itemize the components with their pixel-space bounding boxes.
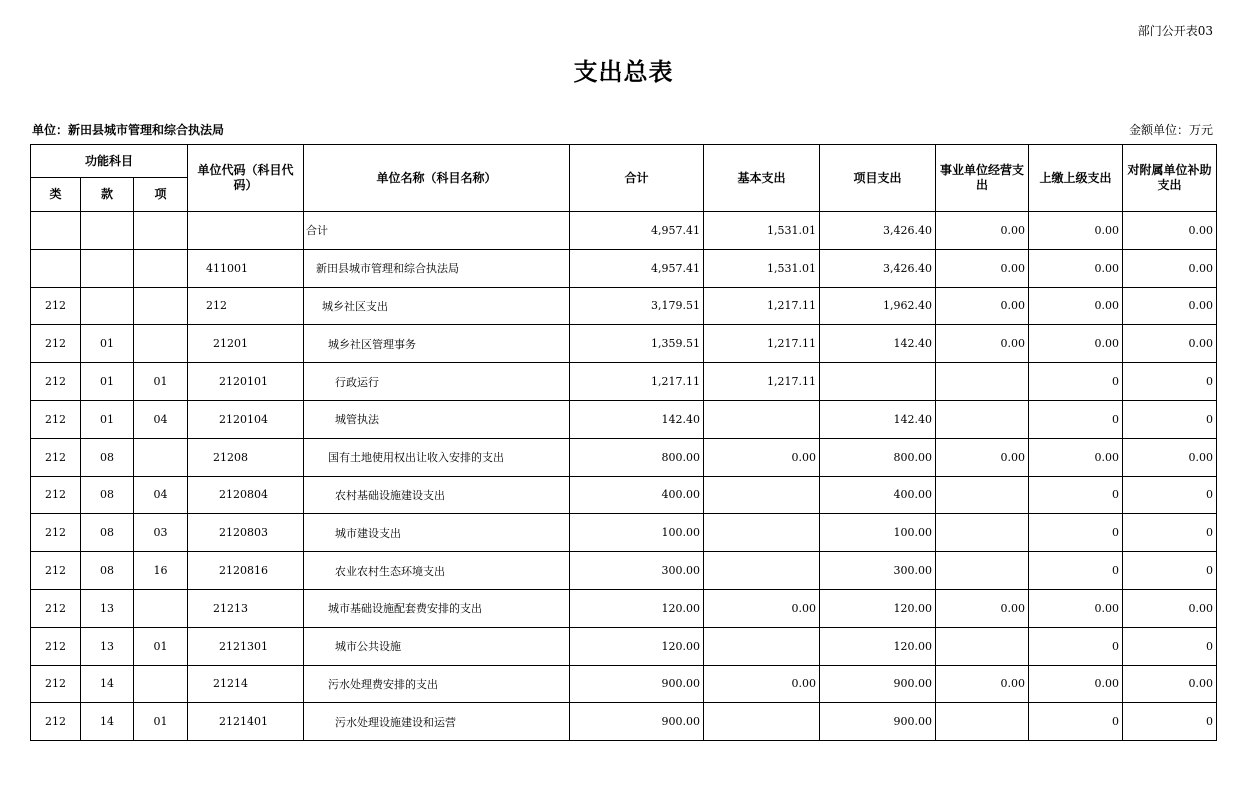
cell-name: 国有土地使用权出让收入安排的支出 <box>304 438 570 476</box>
cell-basic: 1,217.11 <box>704 287 820 325</box>
header-basic: 基本支出 <box>704 145 820 212</box>
cell-subsidy: 0.00 <box>1123 325 1217 363</box>
cell-name: 城管执法 <box>304 400 570 438</box>
cell-subsidy: 0 <box>1123 476 1217 514</box>
cell-xiang <box>134 212 188 250</box>
table-row <box>31 249 1217 287</box>
cell-code: 2121401 <box>188 703 304 741</box>
cell-project: 142.40 <box>820 400 936 438</box>
cell-upper: 0.00 <box>1029 438 1123 476</box>
table-row <box>31 400 1217 438</box>
cell-xiang <box>134 438 188 476</box>
cell-subsidy: 0.00 <box>1123 249 1217 287</box>
table-row <box>31 325 1217 363</box>
cell-total: 4,957.41 <box>570 212 704 250</box>
table-row <box>31 665 1217 703</box>
cell-project: 3,426.40 <box>820 249 936 287</box>
cell-lei: 212 <box>31 325 81 363</box>
header-unit-code: 单位代码（科目代码） <box>188 145 304 212</box>
cell-subsidy: 0.00 <box>1123 665 1217 703</box>
cell-code: 2121301 <box>188 627 304 665</box>
cell-subsidy: 0.00 <box>1123 212 1217 250</box>
cell-total: 300.00 <box>570 552 704 590</box>
cell-subsidy: 0 <box>1123 627 1217 665</box>
header-kuan: 款 <box>81 178 134 212</box>
cell-subsidy: 0.00 <box>1123 589 1217 627</box>
cell-upper: 0.00 <box>1029 589 1123 627</box>
cell-code: 21201 <box>188 325 304 363</box>
cell-code: 2120104 <box>188 400 304 438</box>
cell-business <box>936 400 1029 438</box>
cell-name: 城市公共设施 <box>304 627 570 665</box>
cell-code: 2120101 <box>188 363 304 401</box>
table-row <box>31 438 1217 476</box>
cell-project: 1,962.40 <box>820 287 936 325</box>
cell-subsidy: 0 <box>1123 703 1217 741</box>
cell-xiang: 04 <box>134 400 188 438</box>
cell-basic <box>704 514 820 552</box>
cell-name: 合计 <box>304 212 570 250</box>
cell-kuan: 01 <box>81 400 134 438</box>
cell-project: 3,426.40 <box>820 212 936 250</box>
cell-lei: 212 <box>31 438 81 476</box>
cell-kuan: 01 <box>81 363 134 401</box>
form-code: 部门公开表03 <box>1137 24 1213 38</box>
cell-basic <box>704 400 820 438</box>
cell-code: 21214 <box>188 665 304 703</box>
cell-basic: 1,217.11 <box>704 363 820 401</box>
cell-business: 0.00 <box>936 665 1029 703</box>
cell-xiang <box>134 589 188 627</box>
cell-lei: 212 <box>31 552 81 590</box>
unit-line: 单位：新田县城市管理和综合执法局 <box>32 123 225 137</box>
cell-project: 300.00 <box>820 552 936 590</box>
cell-basic <box>704 703 820 741</box>
cell-upper: 0 <box>1029 552 1123 590</box>
table-row <box>31 552 1217 590</box>
cell-basic <box>704 627 820 665</box>
cell-business: 0.00 <box>936 212 1029 250</box>
cell-upper: 0 <box>1029 703 1123 741</box>
cell-subsidy: 0.00 <box>1123 438 1217 476</box>
cell-basic: 1,531.01 <box>704 249 820 287</box>
cell-upper: 0 <box>1029 476 1123 514</box>
cell-code: 2120816 <box>188 552 304 590</box>
cell-total: 3,179.51 <box>570 287 704 325</box>
cell-basic <box>704 552 820 590</box>
header-unit-name: 单位名称（科目名称） <box>304 145 570 212</box>
header-upper: 上缴上级支出 <box>1029 145 1123 212</box>
cell-basic: 0.00 <box>704 589 820 627</box>
header-total: 合计 <box>570 145 704 212</box>
page-title: 支出总表 <box>573 57 674 86</box>
cell-name: 污水处理费安排的支出 <box>304 665 570 703</box>
cell-project: 100.00 <box>820 514 936 552</box>
cell-xiang: 01 <box>134 363 188 401</box>
cell-upper: 0.00 <box>1029 325 1123 363</box>
cell-xiang: 16 <box>134 552 188 590</box>
cell-basic: 0.00 <box>704 665 820 703</box>
cell-lei: 212 <box>31 589 81 627</box>
cell-name: 城乡社区支出 <box>304 287 570 325</box>
cell-name: 城市基础设施配套费安排的支出 <box>304 589 570 627</box>
cell-total: 120.00 <box>570 627 704 665</box>
cell-basic: 0.00 <box>704 438 820 476</box>
cell-code: 2120803 <box>188 514 304 552</box>
cell-upper: 0.00 <box>1029 665 1123 703</box>
cell-business: 0.00 <box>936 287 1029 325</box>
cell-xiang: 03 <box>134 514 188 552</box>
cell-upper: 0.00 <box>1029 287 1123 325</box>
cell-name: 农村基础设施建设支出 <box>304 476 570 514</box>
cell-lei: 212 <box>31 287 81 325</box>
cell-lei <box>31 249 81 287</box>
cell-basic: 1,217.11 <box>704 325 820 363</box>
cell-total: 1,359.51 <box>570 325 704 363</box>
cell-business <box>936 627 1029 665</box>
cell-business: 0.00 <box>936 438 1029 476</box>
header-func-subject: 功能科目 <box>31 145 188 178</box>
cell-business <box>936 703 1029 741</box>
cell-lei: 212 <box>31 627 81 665</box>
cell-xiang: 01 <box>134 627 188 665</box>
cell-upper: 0 <box>1029 363 1123 401</box>
cell-code <box>188 212 304 250</box>
header-lei: 类 <box>31 178 81 212</box>
cell-name: 新田县城市管理和综合执法局 <box>304 249 570 287</box>
amount-unit: 金额单位：万元 <box>1128 123 1213 137</box>
cell-total: 100.00 <box>570 514 704 552</box>
cell-kuan: 08 <box>81 514 134 552</box>
cell-subsidy: 0 <box>1123 400 1217 438</box>
cell-total: 1,217.11 <box>570 363 704 401</box>
cell-upper: 0 <box>1029 514 1123 552</box>
cell-upper: 0 <box>1029 627 1123 665</box>
cell-lei: 212 <box>31 400 81 438</box>
cell-kuan <box>81 249 134 287</box>
table-row <box>31 514 1217 552</box>
cell-xiang <box>134 287 188 325</box>
cell-lei <box>31 212 81 250</box>
table-row <box>31 703 1217 741</box>
cell-project: 120.00 <box>820 627 936 665</box>
cell-code: 212 <box>188 287 304 325</box>
expense-table <box>30 144 1217 741</box>
cell-name: 农业农村生态环境支出 <box>304 552 570 590</box>
cell-xiang: 01 <box>134 703 188 741</box>
cell-subsidy: 0 <box>1123 363 1217 401</box>
cell-name: 污水处理设施建设和运营 <box>304 703 570 741</box>
header-business: 事业单位经营支出 <box>936 145 1029 212</box>
cell-code: 411001 <box>188 249 304 287</box>
cell-business <box>936 476 1029 514</box>
cell-kuan <box>81 287 134 325</box>
cell-upper: 0.00 <box>1029 212 1123 250</box>
cell-xiang <box>134 665 188 703</box>
cell-lei: 212 <box>31 514 81 552</box>
cell-business <box>936 552 1029 590</box>
table-row <box>31 627 1217 665</box>
cell-xiang <box>134 325 188 363</box>
table-row <box>31 363 1217 401</box>
cell-total: 120.00 <box>570 589 704 627</box>
cell-code: 21208 <box>188 438 304 476</box>
cell-lei: 212 <box>31 703 81 741</box>
table-row <box>31 287 1217 325</box>
cell-kuan <box>81 212 134 250</box>
cell-total: 142.40 <box>570 400 704 438</box>
cell-total: 900.00 <box>570 703 704 741</box>
cell-kuan: 08 <box>81 438 134 476</box>
cell-subsidy: 0 <box>1123 514 1217 552</box>
cell-total: 4,957.41 <box>570 249 704 287</box>
cell-business <box>936 363 1029 401</box>
header-project: 项目支出 <box>820 145 936 212</box>
cell-xiang: 04 <box>134 476 188 514</box>
cell-lei: 212 <box>31 363 81 401</box>
table-row <box>31 476 1217 514</box>
cell-subsidy: 0.00 <box>1123 287 1217 325</box>
table-row <box>31 589 1217 627</box>
cell-basic: 1,531.01 <box>704 212 820 250</box>
cell-project: 900.00 <box>820 665 936 703</box>
cell-subsidy: 0 <box>1123 552 1217 590</box>
cell-upper: 0 <box>1029 400 1123 438</box>
cell-total: 800.00 <box>570 438 704 476</box>
cell-business: 0.00 <box>936 249 1029 287</box>
header-subsidy: 对附属单位补助支出 <box>1123 145 1217 212</box>
cell-lei: 212 <box>31 476 81 514</box>
cell-business: 0.00 <box>936 325 1029 363</box>
cell-name: 城市建设支出 <box>304 514 570 552</box>
cell-project: 800.00 <box>820 438 936 476</box>
cell-basic <box>704 476 820 514</box>
cell-xiang <box>134 249 188 287</box>
cell-project <box>820 363 936 401</box>
cell-project: 142.40 <box>820 325 936 363</box>
cell-kuan: 14 <box>81 703 134 741</box>
cell-business: 0.00 <box>936 589 1029 627</box>
cell-project: 400.00 <box>820 476 936 514</box>
cell-project: 900.00 <box>820 703 936 741</box>
table-row <box>31 212 1217 250</box>
cell-code: 2120804 <box>188 476 304 514</box>
cell-kuan: 08 <box>81 552 134 590</box>
cell-name: 行政运行 <box>304 363 570 401</box>
cell-total: 400.00 <box>570 476 704 514</box>
cell-lei: 212 <box>31 665 81 703</box>
cell-kuan: 13 <box>81 627 134 665</box>
cell-business <box>936 514 1029 552</box>
cell-upper: 0.00 <box>1029 249 1123 287</box>
cell-total: 900.00 <box>570 665 704 703</box>
cell-kuan: 14 <box>81 665 134 703</box>
cell-name: 城乡社区管理事务 <box>304 325 570 363</box>
cell-code: 21213 <box>188 589 304 627</box>
cell-kuan: 08 <box>81 476 134 514</box>
cell-kuan: 13 <box>81 589 134 627</box>
cell-kuan: 01 <box>81 325 134 363</box>
header-xiang: 项 <box>134 178 188 212</box>
cell-project: 120.00 <box>820 589 936 627</box>
